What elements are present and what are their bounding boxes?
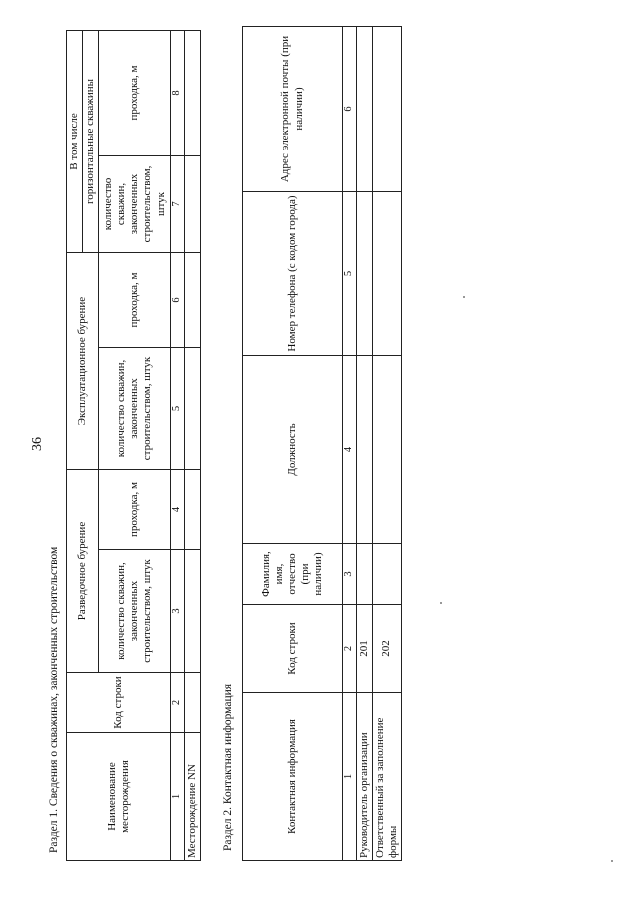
contact-cell [372,356,401,544]
header-row-code: Код строки [67,673,171,733]
header-exploration-count: количество скважин, законченных строительством, штук [99,550,171,673]
contact-cell [356,356,372,544]
value-cell [184,348,200,470]
col-number-6: 6 [171,253,185,348]
header-field-name: Наименование месторождения [67,733,171,861]
contact-row-label: Руководитель организации [356,693,372,861]
contact-cell [356,192,372,356]
value-cell [184,31,200,156]
col-number-2: 2 [343,605,357,693]
value-cell [184,470,200,550]
header-production-count: количество скважин, законченных строительством, штук [99,348,171,470]
contact-cell [356,544,372,605]
col-number-2: 2 [171,673,185,733]
contact-cell [356,27,372,192]
section2-title: Раздел 2. Контактная информация [222,683,234,851]
header-horizontal-penetration: проходка, м [99,31,171,156]
col-number-7: 7 [171,156,185,253]
col-number-4: 4 [171,470,185,550]
header-contact-info: Контактная информация [243,693,343,861]
header-email: Адрес электронной почты (при наличии) [243,27,343,192]
contact-cell [372,27,401,192]
col-number-4: 4 [343,356,357,544]
col-number-1: 1 [343,693,357,861]
contact-row-label: Ответственный за заполнение формы [372,693,401,861]
header-production-drilling: Эксплуатационное бурение [67,253,99,470]
col-number-5: 5 [171,348,185,470]
col-number-6: 6 [343,27,357,192]
contacts-table [242,26,402,861]
section1-title: Раздел 1. Сведения о скважинах, законченных строительством [48,546,60,853]
col-number-8: 8 [171,31,185,156]
scan-speck [611,860,613,862]
col-number-5: 5 [343,192,357,356]
value-cell [184,253,200,348]
header-horizontal-count: количество скважин, законченных строительством, штук [99,156,171,253]
header-horizontal-wells: горизонтальные скважины [83,31,99,253]
wells-table [66,30,201,861]
col-number-3: 3 [343,544,357,605]
value-cell [184,550,200,673]
col-number-3: 3 [171,550,185,673]
contact-cell [372,192,401,356]
contact-row-code: 202 [372,605,401,693]
header-exploration-drilling: Разведочное бурение [67,470,99,673]
header-position: Должность [243,356,343,544]
contact-row-code: 201 [356,605,372,693]
col-number-1: 1 [171,733,185,861]
header-row-code: Код строки [243,605,343,693]
header-phone: Номер телефона (с кодом города) [243,192,343,356]
header-exploration-penetration: проходка, м [99,470,171,550]
contact-cell [372,544,401,605]
scan-speck [440,602,442,604]
field-name-cell: Месторождение NN [184,733,200,861]
value-cell [184,156,200,253]
header-production-penetration: проходка, м [99,253,171,348]
header-in-total: В том числе [67,31,83,253]
scan-speck [463,296,465,298]
header-full-name: Фамилия, имя, отчество (при наличии) [243,544,343,605]
page-number: 36 [30,437,45,451]
field-code-cell [184,673,200,733]
